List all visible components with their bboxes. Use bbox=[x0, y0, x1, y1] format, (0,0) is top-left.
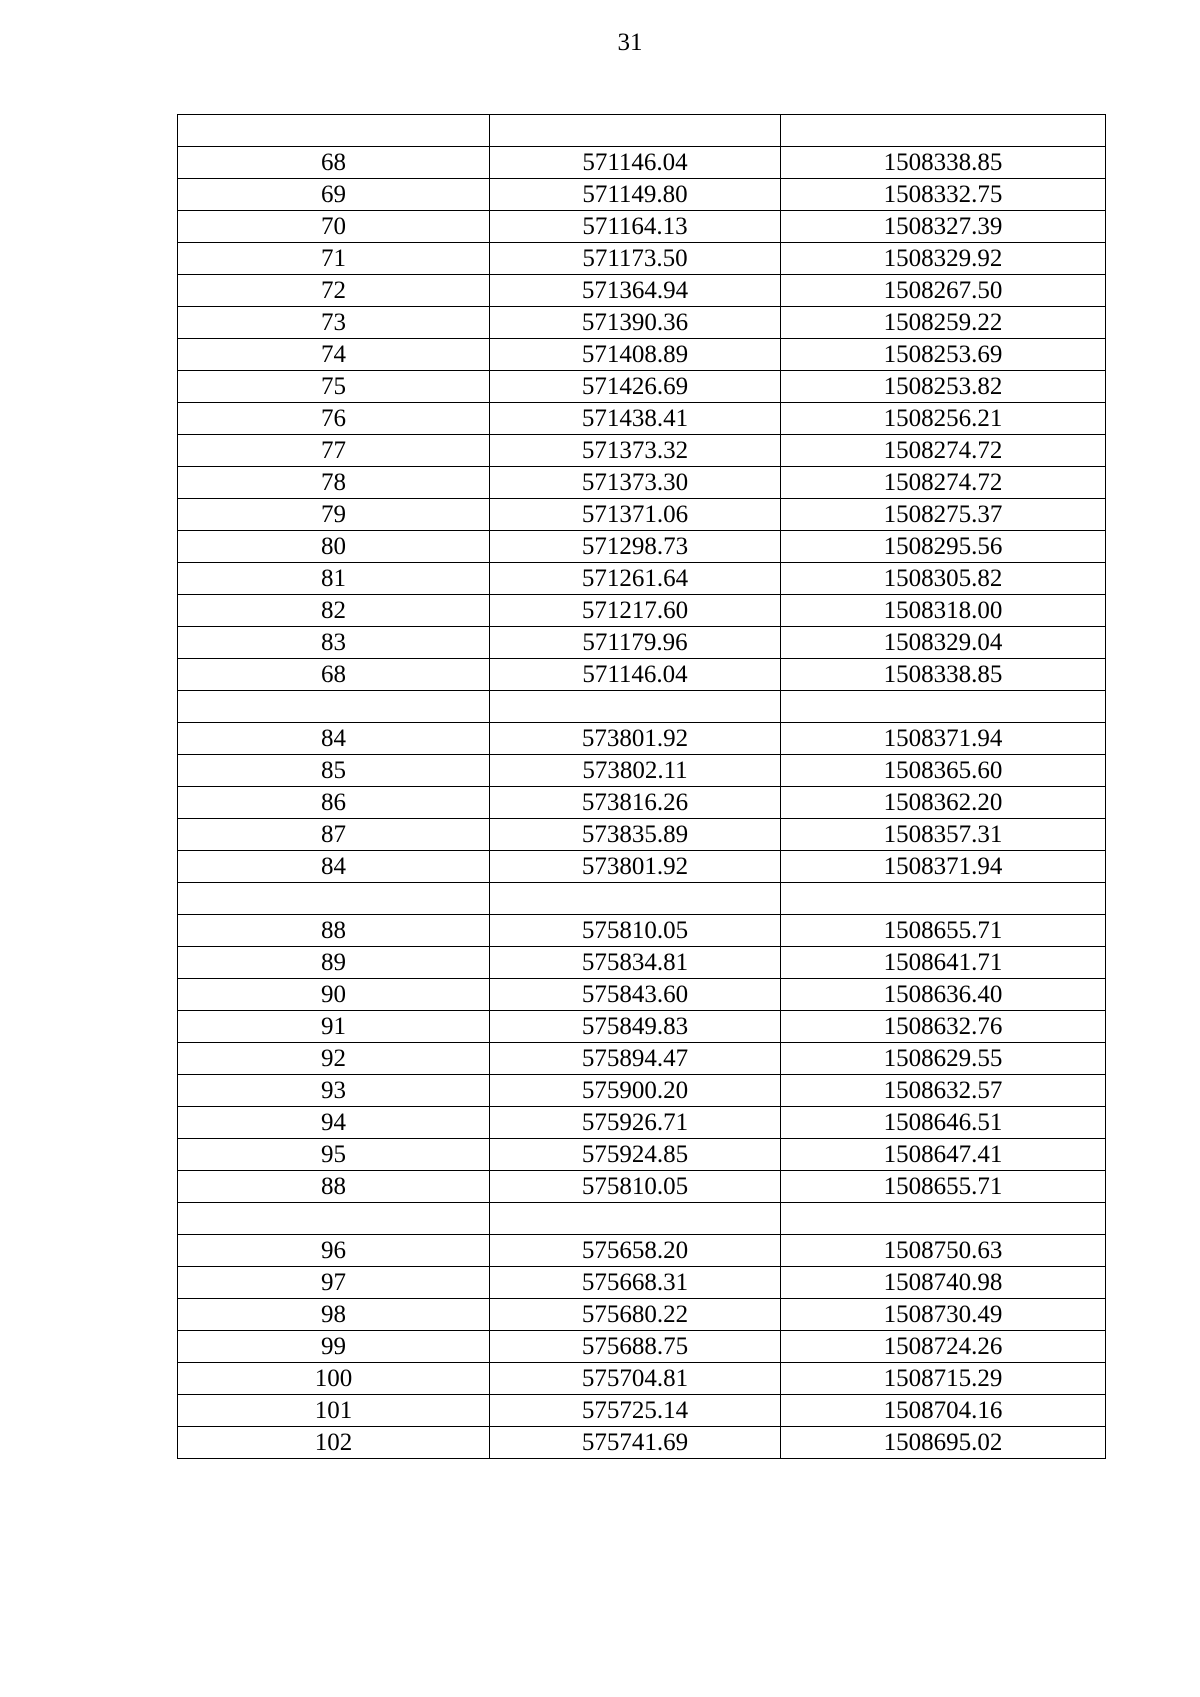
table-row bbox=[178, 979, 1106, 1011]
point-number-cell: 74 bbox=[178, 339, 490, 371]
table-row bbox=[178, 339, 1106, 371]
y-coordinate-cell: 1508750.63 bbox=[781, 1235, 1106, 1267]
y-coordinate-cell bbox=[781, 1203, 1106, 1235]
table-row bbox=[178, 883, 1106, 915]
x-coordinate-cell: 575900.20 bbox=[490, 1075, 781, 1107]
point-number-cell: 83 bbox=[178, 627, 490, 659]
x-coordinate-cell: 575680.22 bbox=[490, 1299, 781, 1331]
table-row bbox=[178, 787, 1106, 819]
x-coordinate-cell: 571373.32 bbox=[490, 435, 781, 467]
x-coordinate-cell: 573835.89 bbox=[490, 819, 781, 851]
y-coordinate-cell: 1508332.75 bbox=[781, 179, 1106, 211]
point-number-cell: 88 bbox=[178, 1171, 490, 1203]
x-coordinate-cell: 573801.92 bbox=[490, 723, 781, 755]
x-coordinate-cell: 571371.06 bbox=[490, 499, 781, 531]
x-coordinate-cell: 575741.69 bbox=[490, 1427, 781, 1459]
table-row bbox=[178, 915, 1106, 947]
point-number-cell: 71 bbox=[178, 243, 490, 275]
x-coordinate-cell: 571164.13 bbox=[490, 211, 781, 243]
point-number-cell: 72 bbox=[178, 275, 490, 307]
table-row bbox=[178, 435, 1106, 467]
x-coordinate-cell: 571149.80 bbox=[490, 179, 781, 211]
y-coordinate-cell: 1508695.02 bbox=[781, 1427, 1106, 1459]
table-row bbox=[178, 755, 1106, 787]
table-row bbox=[178, 1427, 1106, 1459]
table-row bbox=[178, 563, 1106, 595]
table-row bbox=[178, 851, 1106, 883]
point-number-cell: 70 bbox=[178, 211, 490, 243]
point-number-cell: 82 bbox=[178, 595, 490, 627]
point-number-cell: 78 bbox=[178, 467, 490, 499]
y-coordinate-cell: 1508338.85 bbox=[781, 147, 1106, 179]
table-row bbox=[178, 307, 1106, 339]
table-row bbox=[178, 179, 1106, 211]
table-row bbox=[178, 147, 1106, 179]
point-number-cell: 77 bbox=[178, 435, 490, 467]
table-row bbox=[178, 1235, 1106, 1267]
y-coordinate-cell: 1508305.82 bbox=[781, 563, 1106, 595]
table-row bbox=[178, 1299, 1106, 1331]
point-number-cell: 100 bbox=[178, 1363, 490, 1395]
y-coordinate-cell: 1508371.94 bbox=[781, 723, 1106, 755]
table-row bbox=[178, 1267, 1106, 1299]
point-number-cell bbox=[178, 1203, 490, 1235]
y-coordinate-cell: 1508724.26 bbox=[781, 1331, 1106, 1363]
y-coordinate-cell: 1508655.71 bbox=[781, 1171, 1106, 1203]
y-coordinate-cell: 1508740.98 bbox=[781, 1267, 1106, 1299]
point-number-cell: 97 bbox=[178, 1267, 490, 1299]
table-row bbox=[178, 723, 1106, 755]
table-row bbox=[178, 499, 1106, 531]
y-coordinate-cell: 1508629.55 bbox=[781, 1043, 1106, 1075]
x-coordinate-cell: 571217.60 bbox=[490, 595, 781, 627]
point-number-cell: 94 bbox=[178, 1107, 490, 1139]
y-coordinate-cell: 1508338.85 bbox=[781, 659, 1106, 691]
y-coordinate-cell: 1508646.51 bbox=[781, 1107, 1106, 1139]
x-coordinate-cell: 575668.31 bbox=[490, 1267, 781, 1299]
table-row bbox=[178, 627, 1106, 659]
y-coordinate-cell: 1508295.56 bbox=[781, 531, 1106, 563]
table-row bbox=[178, 1043, 1106, 1075]
x-coordinate-cell: 571426.69 bbox=[490, 371, 781, 403]
table-row bbox=[178, 211, 1106, 243]
page-number: 31 bbox=[617, 29, 643, 56]
x-coordinate-cell: 571173.50 bbox=[490, 243, 781, 275]
y-coordinate-cell: 1508327.39 bbox=[781, 211, 1106, 243]
table-row bbox=[178, 1011, 1106, 1043]
y-coordinate-cell: 1508275.37 bbox=[781, 499, 1106, 531]
coordinates-table bbox=[177, 114, 1106, 1459]
x-coordinate-cell: 571390.36 bbox=[490, 307, 781, 339]
table-row bbox=[178, 403, 1106, 435]
point-number-cell: 73 bbox=[178, 307, 490, 339]
y-coordinate-cell: 1508365.60 bbox=[781, 755, 1106, 787]
x-coordinate-cell: 571261.64 bbox=[490, 563, 781, 595]
y-coordinate-cell: 1508274.72 bbox=[781, 467, 1106, 499]
y-coordinate-cell: 1508632.76 bbox=[781, 1011, 1106, 1043]
table-row bbox=[178, 1171, 1106, 1203]
point-number-cell: 75 bbox=[178, 371, 490, 403]
x-coordinate-cell: 573801.92 bbox=[490, 851, 781, 883]
y-coordinate-cell: 1508318.00 bbox=[781, 595, 1106, 627]
table-row bbox=[178, 1075, 1106, 1107]
y-coordinate-cell: 1508632.57 bbox=[781, 1075, 1106, 1107]
point-number-cell: 90 bbox=[178, 979, 490, 1011]
point-number-cell: 99 bbox=[178, 1331, 490, 1363]
x-coordinate-cell bbox=[490, 691, 781, 723]
y-coordinate-cell: 1508655.71 bbox=[781, 915, 1106, 947]
x-coordinate-cell: 575658.20 bbox=[490, 1235, 781, 1267]
x-coordinate-cell: 571408.89 bbox=[490, 339, 781, 371]
table-row bbox=[178, 275, 1106, 307]
x-coordinate-cell: 571146.04 bbox=[490, 659, 781, 691]
x-coordinate-cell: 573816.26 bbox=[490, 787, 781, 819]
point-number-cell bbox=[178, 883, 490, 915]
y-coordinate-cell: 1508256.21 bbox=[781, 403, 1106, 435]
table-row bbox=[178, 1107, 1106, 1139]
point-number-cell: 92 bbox=[178, 1043, 490, 1075]
point-number-cell: 84 bbox=[178, 723, 490, 755]
point-number-cell: 68 bbox=[178, 147, 490, 179]
point-number-cell: 89 bbox=[178, 947, 490, 979]
y-coordinate-cell: 1508329.92 bbox=[781, 243, 1106, 275]
x-coordinate-cell: 575924.85 bbox=[490, 1139, 781, 1171]
x-coordinate-cell: 575834.81 bbox=[490, 947, 781, 979]
x-coordinate-cell: 571364.94 bbox=[490, 275, 781, 307]
point-number-cell bbox=[178, 115, 490, 147]
table-row bbox=[178, 691, 1106, 723]
x-coordinate-cell bbox=[490, 1203, 781, 1235]
point-number-cell: 91 bbox=[178, 1011, 490, 1043]
table-row bbox=[178, 595, 1106, 627]
table-row bbox=[178, 243, 1106, 275]
point-number-cell: 102 bbox=[178, 1427, 490, 1459]
x-coordinate-cell: 573802.11 bbox=[490, 755, 781, 787]
table-row bbox=[178, 371, 1106, 403]
point-number-cell: 101 bbox=[178, 1395, 490, 1427]
table-row bbox=[178, 1331, 1106, 1363]
x-coordinate-cell bbox=[490, 883, 781, 915]
y-coordinate-cell: 1508253.69 bbox=[781, 339, 1106, 371]
y-coordinate-cell: 1508704.16 bbox=[781, 1395, 1106, 1427]
y-coordinate-cell: 1508329.04 bbox=[781, 627, 1106, 659]
coordinates-table-body bbox=[178, 115, 1106, 1459]
y-coordinate-cell bbox=[781, 115, 1106, 147]
table-row bbox=[178, 467, 1106, 499]
point-number-cell: 69 bbox=[178, 179, 490, 211]
y-coordinate-cell: 1508274.72 bbox=[781, 435, 1106, 467]
x-coordinate-cell: 571179.96 bbox=[490, 627, 781, 659]
point-number-cell: 79 bbox=[178, 499, 490, 531]
point-number-cell: 68 bbox=[178, 659, 490, 691]
y-coordinate-cell: 1508641.71 bbox=[781, 947, 1106, 979]
point-number-cell: 95 bbox=[178, 1139, 490, 1171]
point-number-cell bbox=[178, 691, 490, 723]
y-coordinate-cell: 1508647.41 bbox=[781, 1139, 1106, 1171]
y-coordinate-cell: 1508259.22 bbox=[781, 307, 1106, 339]
x-coordinate-cell: 575810.05 bbox=[490, 1171, 781, 1203]
point-number-cell: 87 bbox=[178, 819, 490, 851]
x-coordinate-cell bbox=[490, 115, 781, 147]
x-coordinate-cell: 571438.41 bbox=[490, 403, 781, 435]
x-coordinate-cell: 575704.81 bbox=[490, 1363, 781, 1395]
x-coordinate-cell: 575894.47 bbox=[490, 1043, 781, 1075]
table-row bbox=[178, 819, 1106, 851]
point-number-cell: 88 bbox=[178, 915, 490, 947]
x-coordinate-cell: 575810.05 bbox=[490, 915, 781, 947]
table-row bbox=[178, 1363, 1106, 1395]
table-row bbox=[178, 659, 1106, 691]
y-coordinate-cell: 1508253.82 bbox=[781, 371, 1106, 403]
x-coordinate-cell: 571298.73 bbox=[490, 531, 781, 563]
point-number-cell: 80 bbox=[178, 531, 490, 563]
y-coordinate-cell bbox=[781, 883, 1106, 915]
point-number-cell: 98 bbox=[178, 1299, 490, 1331]
table-row bbox=[178, 1395, 1106, 1427]
table-row bbox=[178, 115, 1106, 147]
point-number-cell: 84 bbox=[178, 851, 490, 883]
point-number-cell: 81 bbox=[178, 563, 490, 595]
table-row bbox=[178, 1203, 1106, 1235]
x-coordinate-cell: 575725.14 bbox=[490, 1395, 781, 1427]
x-coordinate-cell: 575849.83 bbox=[490, 1011, 781, 1043]
x-coordinate-cell: 575926.71 bbox=[490, 1107, 781, 1139]
y-coordinate-cell: 1508357.31 bbox=[781, 819, 1106, 851]
x-coordinate-cell: 571146.04 bbox=[490, 147, 781, 179]
point-number-cell: 93 bbox=[178, 1075, 490, 1107]
x-coordinate-cell: 575688.75 bbox=[490, 1331, 781, 1363]
point-number-cell: 76 bbox=[178, 403, 490, 435]
table-row bbox=[178, 947, 1106, 979]
x-coordinate-cell: 575843.60 bbox=[490, 979, 781, 1011]
y-coordinate-cell: 1508715.29 bbox=[781, 1363, 1106, 1395]
x-coordinate-cell: 571373.30 bbox=[490, 467, 781, 499]
table-row bbox=[178, 1139, 1106, 1171]
point-number-cell: 96 bbox=[178, 1235, 490, 1267]
y-coordinate-cell bbox=[781, 691, 1106, 723]
y-coordinate-cell: 1508362.20 bbox=[781, 787, 1106, 819]
point-number-cell: 85 bbox=[178, 755, 490, 787]
point-number-cell: 86 bbox=[178, 787, 490, 819]
y-coordinate-cell: 1508730.49 bbox=[781, 1299, 1106, 1331]
table-row bbox=[178, 531, 1106, 563]
y-coordinate-cell: 1508636.40 bbox=[781, 979, 1106, 1011]
y-coordinate-cell: 1508371.94 bbox=[781, 851, 1106, 883]
y-coordinate-cell: 1508267.50 bbox=[781, 275, 1106, 307]
